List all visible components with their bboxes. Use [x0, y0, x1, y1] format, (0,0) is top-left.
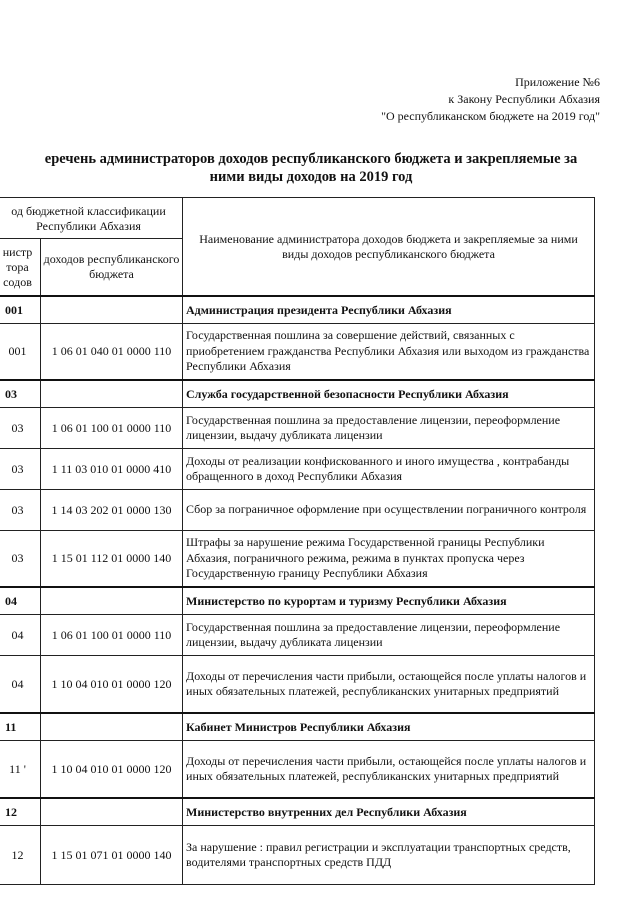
- income-code-cell: 1 15 01 071 01 0000 140: [41, 826, 183, 885]
- income-description-cell: Штрафы за нарушение режима Государственной границы Республики Абхазия, пограничного режима, режима в пунктах пропуска через Государственную границу Республики Абхазия: [183, 531, 595, 588]
- title-line-1: еречень администраторов доходов республиканского бюджета и закрепляемые за: [44, 151, 578, 167]
- administrator-code-cell: 03: [0, 490, 41, 531]
- appendix-line-1: Приложение №6: [515, 75, 600, 89]
- income-description-cell: Доходы от перечисления части прибыли, остающейся после уплаты налогов и иных обязательных платежей, республиканских унитарных предприятий: [183, 741, 595, 799]
- income-description-cell: Государственная пошлина за совершение действий, связанных с приобретением гражданства Республики Абхазия или выходом из гражданства Республики Абхазия: [183, 324, 595, 381]
- income-code-cell: 1 15 01 112 01 0000 140: [41, 531, 183, 588]
- table-row: [0, 741, 595, 799]
- section-row: [0, 713, 595, 741]
- income-code-cell: [41, 380, 183, 408]
- administrator-code-cell: 03: [0, 408, 41, 449]
- income-code-cell: 1 06 01 100 01 0000 110: [41, 615, 183, 656]
- administrator-code-cell: 11: [0, 713, 41, 741]
- administrator-code-cell: 001: [0, 296, 41, 324]
- section-row: [0, 587, 595, 615]
- table-body: [0, 296, 595, 885]
- document-title: [0, 150, 622, 186]
- income-description-cell: Сбор за пограничное оформление при осуществлении пограничного контроля: [183, 490, 595, 531]
- section-row: [0, 380, 595, 408]
- income-code-cell: [41, 587, 183, 615]
- administrator-code-cell: 03: [0, 380, 41, 408]
- table-row: [0, 490, 595, 531]
- administrator-code-cell: 11 ': [0, 741, 41, 799]
- table-row: [0, 324, 595, 381]
- table-row: [0, 408, 595, 449]
- section-name-cell: Кабинет Министров Республики Абхазия: [183, 713, 595, 741]
- income-code-cell: [41, 296, 183, 324]
- revenue-administrators-table: [0, 197, 595, 885]
- section-row: [0, 296, 595, 324]
- income-code-cell: 1 10 04 010 01 0000 120: [41, 656, 183, 714]
- income-description-cell: Государственная пошлина за предоставление лицензии, переоформление лицензии, выдачу дубликата лицензии: [183, 615, 595, 656]
- administrator-code-cell: 04: [0, 587, 41, 615]
- administrator-code-cell: 12: [0, 826, 41, 885]
- section-name-cell: Министерство внутренних дел Республики Абхазия: [183, 798, 595, 826]
- administrator-code-cell: 04: [0, 656, 41, 714]
- administrator-code-cell: 04: [0, 615, 41, 656]
- section-name-cell: Служба государственной безопасности Республики Абхазия: [183, 380, 595, 408]
- header-classification-code: од бюджетной классификации Республики Абхазия: [0, 198, 183, 239]
- section-name-cell: Администрация президента Республики Абхазия: [183, 296, 595, 324]
- administrator-code-cell: 03: [0, 531, 41, 588]
- appendix-line-2: к Закону Республики Абхазия: [448, 92, 600, 106]
- income-code-cell: 1 14 03 202 01 0000 130: [41, 490, 183, 531]
- header-administrator-name: Наименование администратора доходов бюджета и закрепляемые за ними виды доходов республиканского бюджета: [183, 198, 595, 297]
- income-code-cell: [41, 713, 183, 741]
- revenue-table-container: [0, 197, 594, 885]
- income-description-cell: За нарушение : правил регистрации и эксплуатации транспортных средств, водителями транспортных средств ПДД: [183, 826, 595, 885]
- title-line-2: ними виды доходов на 2019 год: [209, 169, 413, 185]
- income-code-cell: 1 06 01 100 01 0000 110: [41, 408, 183, 449]
- header-income-code: доходов республиканского бюджета: [41, 239, 183, 297]
- table-row: [0, 826, 595, 885]
- administrator-code-cell: 12: [0, 798, 41, 826]
- section-row: [0, 798, 595, 826]
- header-administrator-code: нистр тора содов: [0, 239, 41, 297]
- section-name-cell: Министерство по курортам и туризму Республики Абхазия: [183, 587, 595, 615]
- table-row: [0, 615, 595, 656]
- table-row: [0, 531, 595, 588]
- income-code-cell: 1 06 01 040 01 0000 110: [41, 324, 183, 381]
- administrator-code-cell: 03: [0, 449, 41, 490]
- administrator-code-cell: 001: [0, 324, 41, 381]
- income-code-cell: [41, 798, 183, 826]
- income-description-cell: Доходы от реализации конфискованного и иного имущества , контрабанды обращенного в доход Республики Абхазия: [183, 449, 595, 490]
- income-code-cell: 1 10 04 010 01 0000 120: [41, 741, 183, 799]
- appendix-block: [280, 74, 600, 125]
- table-row: [0, 449, 595, 490]
- income-description-cell: Государственная пошлина за предоставление лицензии, переоформление лицензии, выдачу дубликата лицензии: [183, 408, 595, 449]
- income-code-cell: 1 11 03 010 01 0000 410: [41, 449, 183, 490]
- table-row: [0, 656, 595, 714]
- appendix-line-3: "О республиканском бюджете на 2019 год": [381, 109, 600, 123]
- income-description-cell: Доходы от перечисления части прибыли, остающейся после уплаты налогов и иных обязательных платежей, республиканских унитарных предприятий: [183, 656, 595, 714]
